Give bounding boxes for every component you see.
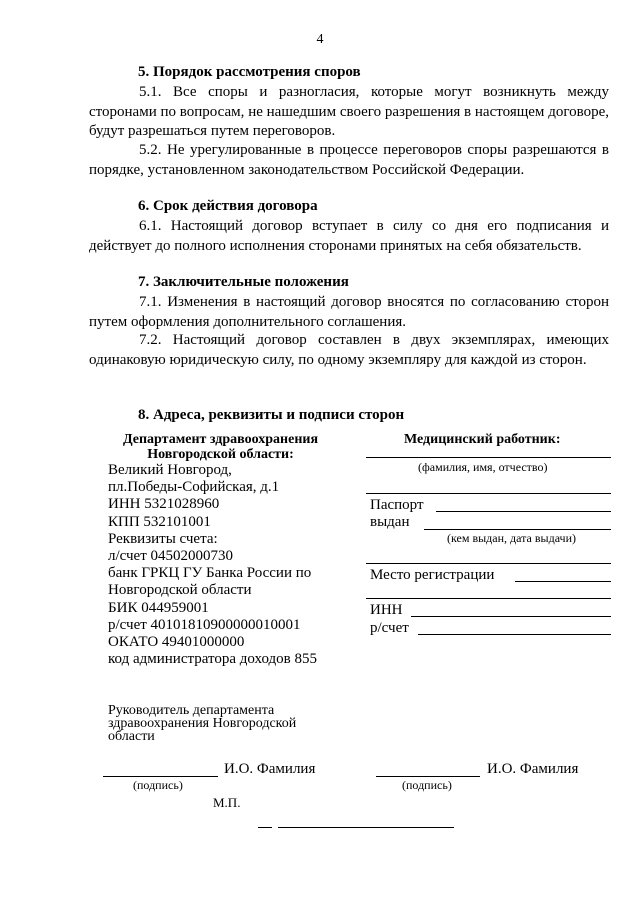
department-title-line-2: Новгородской области: <box>147 447 294 462</box>
footer-dash <box>258 827 272 828</box>
department-title <box>108 432 333 462</box>
issued-label: выдан <box>370 514 410 530</box>
department-detail-line: пл.Победы-Софийская, д.1 <box>108 479 280 496</box>
registration-line <box>515 581 611 582</box>
section-7-paragraph-2 <box>89 331 609 370</box>
section-5-paragraph-1-text: 5.1. Все споры и разногласия, которые могут возникнуть между сторонами по вопросам, не нашедшим своего разрешения в настоящем договоре, будут разрешаться путем переговоров. <box>89 84 609 139</box>
signer-title-line-1: Руководитель департамента <box>108 703 275 718</box>
department-detail-line: код администратора доходов 855 <box>108 651 317 668</box>
department-detail-line: р/счет 40101810900000010001 <box>108 616 301 633</box>
section-6-paragraph-1-text: 6.1. Настоящий договор вступает в силу со дня его подписания и действует до полного исполнения сторонами принятых на себя обязательств. <box>89 218 609 254</box>
section-6-heading: 6. Срок действия договора <box>138 198 318 214</box>
department-signature-caption: (подпись) <box>133 778 183 792</box>
department-detail-line: ОКАТО 49401000000 <box>108 634 245 651</box>
department-detail-line: л/счет 04502000730 <box>108 548 234 565</box>
section-5-paragraph-2-text: 5.2. Не урегулированные в процессе переговоров споры разрешаются в порядке, установленном законодательством Российской Федерации. <box>89 142 609 178</box>
worker-name: И.О. Фамилия <box>487 761 579 777</box>
passport-line <box>436 511 611 512</box>
section-5-paragraph-1 <box>89 83 609 142</box>
registration-label: Место регистрации <box>370 567 495 583</box>
section-5-heading: 5. Порядок рассмотрения споров <box>138 64 361 80</box>
department-detail-line: БИК 044959001 <box>108 599 209 616</box>
section-7-paragraph-1 <box>89 293 609 332</box>
department-detail-line: Новгородской области <box>108 582 252 599</box>
department-detail-line: КПП 532101001 <box>108 513 211 530</box>
department-title-line-1: Департамент здравоохранения <box>122 432 319 447</box>
issued-line <box>424 529 611 530</box>
department-signer-name: И.О. Фамилия <box>224 761 316 777</box>
page-number: 4 <box>316 32 324 47</box>
account-label: р/счет <box>370 620 409 636</box>
stamp-place-label: М.П. <box>213 795 241 810</box>
medical-worker-title: Медицинский работник: <box>404 432 561 447</box>
worker-signature-line <box>376 776 480 777</box>
inn-line <box>411 616 611 617</box>
account-line <box>418 634 611 635</box>
worker-signature-caption: (подпись) <box>402 778 452 792</box>
department-details <box>108 462 317 668</box>
signer-title-line-3: области <box>108 729 155 744</box>
section-5-paragraph-2 <box>89 141 609 180</box>
department-detail-line: банк ГРКЦ ГУ Банка России по <box>108 565 312 582</box>
issued-line-2 <box>366 563 611 564</box>
passport-label: Паспорт <box>370 497 424 513</box>
footer-line <box>278 827 454 828</box>
fio-line-2 <box>366 493 611 494</box>
section-6-paragraph-1 <box>89 217 609 256</box>
fio-caption: (фамилия, имя, отчество) <box>418 460 548 474</box>
section-7-paragraph-1-text: 7.1. Изменения в настоящий договор вносятся по согласованию сторон путем оформления дополнительного соглашения. <box>89 294 609 330</box>
inn-label: ИНН <box>370 602 403 618</box>
department-signature-line <box>103 776 218 777</box>
signer-title-line-2: здравоохранения Новгородской <box>108 716 297 731</box>
department-detail-line: Великий Новгород, <box>108 462 232 478</box>
issued-caption: (кем выдан, дата выдачи) <box>447 531 576 545</box>
registration-line-2 <box>366 598 611 599</box>
section-7-paragraph-2-text: 7.2. Настоящий договор составлен в двух экземплярах, имеющих одинаковую юридическую силу, по одному экземпляру для каждой из сторон. <box>89 332 609 368</box>
signer-title <box>108 704 296 743</box>
section-8-heading: 8. Адреса, реквизиты и подписи сторон <box>138 407 405 423</box>
fio-line <box>366 457 611 458</box>
section-7-heading: 7. Заключительные положения <box>138 274 349 290</box>
department-detail-line: Реквизиты счета: <box>108 530 218 547</box>
department-detail-line: ИНН 5321028960 <box>108 496 220 513</box>
